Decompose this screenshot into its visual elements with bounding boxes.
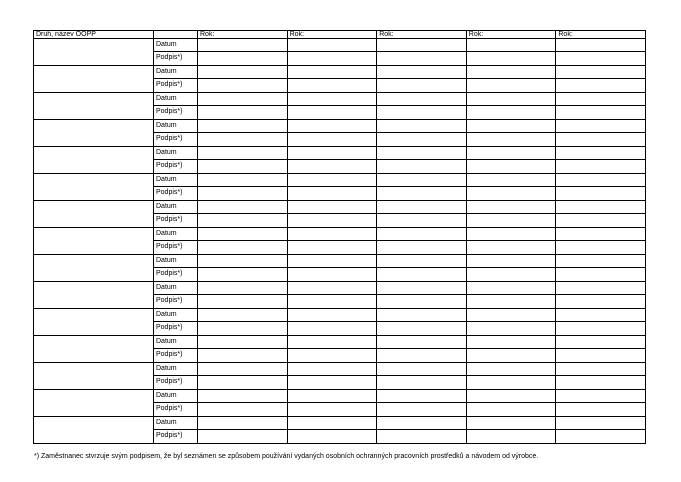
signature-cell-year-5[interactable] xyxy=(556,187,646,201)
oopp-table xyxy=(33,30,646,444)
signature-cell-year-4[interactable] xyxy=(466,268,556,282)
header-name: Druh, název OOPP xyxy=(34,31,154,39)
signature-cell-year-5[interactable] xyxy=(556,160,646,174)
signature-cell-year-4[interactable] xyxy=(466,322,556,336)
date-cell-year-2[interactable] xyxy=(287,255,377,268)
signature-cell-year-4[interactable] xyxy=(466,106,556,120)
date-cell-year-1[interactable] xyxy=(198,417,288,430)
date-cell-year-1[interactable] xyxy=(198,120,288,133)
date-cell-year-3[interactable] xyxy=(377,66,467,79)
header-row xyxy=(34,31,646,39)
date-cell-year-4[interactable] xyxy=(466,336,556,349)
table-row xyxy=(34,39,646,52)
date-cell-year-4[interactable] xyxy=(466,309,556,322)
table-row xyxy=(34,417,646,430)
signature-label: Podpis*) xyxy=(154,214,198,228)
signature-cell-year-3[interactable] xyxy=(377,52,467,66)
signature-label: Podpis*) xyxy=(154,241,198,255)
date-cell-year-1[interactable] xyxy=(198,201,288,214)
signature-cell-year-1[interactable] xyxy=(198,133,288,147)
date-cell-year-2[interactable] xyxy=(287,93,377,106)
date-cell-year-4[interactable] xyxy=(466,39,556,52)
table-row xyxy=(34,228,646,241)
signature-cell-year-5[interactable] xyxy=(556,403,646,417)
header-label-col xyxy=(154,31,198,39)
signature-cell-year-1[interactable] xyxy=(198,322,288,336)
date-cell-year-3[interactable] xyxy=(377,309,467,322)
date-cell-year-3[interactable] xyxy=(377,174,467,187)
signature-cell-year-2[interactable] xyxy=(287,403,377,417)
date-cell-year-2[interactable] xyxy=(287,174,377,187)
signature-cell-year-4[interactable] xyxy=(466,241,556,255)
table-row xyxy=(34,120,646,133)
signature-cell-year-1[interactable] xyxy=(198,106,288,120)
table-row xyxy=(34,147,646,160)
date-cell-year-2[interactable] xyxy=(287,66,377,79)
date-cell-year-5[interactable] xyxy=(556,147,646,160)
signature-cell-year-3[interactable] xyxy=(377,160,467,174)
signature-label: Podpis*) xyxy=(154,430,198,444)
signature-cell-year-5[interactable] xyxy=(556,430,646,444)
date-cell-year-1[interactable] xyxy=(198,309,288,322)
date-cell-year-3[interactable] xyxy=(377,255,467,268)
item-name-cell[interactable] xyxy=(34,336,154,363)
date-cell-year-3[interactable] xyxy=(377,363,467,376)
table-row xyxy=(34,363,646,376)
signature-cell-year-4[interactable] xyxy=(466,133,556,147)
date-cell-year-5[interactable] xyxy=(556,255,646,268)
item-name-cell[interactable] xyxy=(34,174,154,201)
date-cell-year-1[interactable] xyxy=(198,66,288,79)
signature-label: Podpis*) xyxy=(154,376,198,390)
table-row xyxy=(34,282,646,295)
date-label: Datum xyxy=(154,93,198,106)
oopp-record-sheet xyxy=(33,30,645,444)
table-row xyxy=(34,336,646,349)
signature-cell-year-2[interactable] xyxy=(287,106,377,120)
date-cell-year-5[interactable] xyxy=(556,390,646,403)
item-name-cell[interactable] xyxy=(34,363,154,390)
item-name-cell[interactable] xyxy=(34,39,154,66)
signature-cell-year-3[interactable] xyxy=(377,241,467,255)
date-label: Datum xyxy=(154,417,198,430)
signature-label: Podpis*) xyxy=(154,160,198,174)
signature-label: Podpis*) xyxy=(154,349,198,363)
signature-cell-year-3[interactable] xyxy=(377,106,467,120)
date-cell-year-2[interactable] xyxy=(287,390,377,403)
date-label: Datum xyxy=(154,174,198,187)
signature-cell-year-5[interactable] xyxy=(556,322,646,336)
signature-cell-year-3[interactable] xyxy=(377,268,467,282)
date-cell-year-3[interactable] xyxy=(377,282,467,295)
signature-cell-year-4[interactable] xyxy=(466,214,556,228)
date-cell-year-2[interactable] xyxy=(287,282,377,295)
item-name-cell[interactable] xyxy=(34,201,154,228)
date-cell-year-5[interactable] xyxy=(556,417,646,430)
table-row xyxy=(34,174,646,187)
signature-cell-year-2[interactable] xyxy=(287,133,377,147)
date-cell-year-4[interactable] xyxy=(466,282,556,295)
signature-label: Podpis*) xyxy=(154,268,198,282)
signature-cell-year-3[interactable] xyxy=(377,79,467,93)
date-cell-year-1[interactable] xyxy=(198,228,288,241)
date-cell-year-4[interactable] xyxy=(466,147,556,160)
signature-cell-year-2[interactable] xyxy=(287,376,377,390)
item-name-cell[interactable] xyxy=(34,282,154,309)
header-year-1: Rok: xyxy=(198,31,288,39)
date-label: Datum xyxy=(154,282,198,295)
date-cell-year-5[interactable] xyxy=(556,120,646,133)
signature-cell-year-3[interactable] xyxy=(377,349,467,363)
date-label: Datum xyxy=(154,147,198,160)
date-cell-year-2[interactable] xyxy=(287,201,377,214)
signature-cell-year-2[interactable] xyxy=(287,241,377,255)
signature-cell-year-2[interactable] xyxy=(287,187,377,201)
item-name-cell[interactable] xyxy=(34,93,154,120)
signature-cell-year-5[interactable] xyxy=(556,241,646,255)
item-name-cell[interactable] xyxy=(34,417,154,444)
date-label: Datum xyxy=(154,363,198,376)
date-cell-year-5[interactable] xyxy=(556,93,646,106)
date-cell-year-1[interactable] xyxy=(198,255,288,268)
table-row xyxy=(34,201,646,214)
date-cell-year-2[interactable] xyxy=(287,39,377,52)
signature-cell-year-5[interactable] xyxy=(556,349,646,363)
date-cell-year-5[interactable] xyxy=(556,363,646,376)
signature-cell-year-3[interactable] xyxy=(377,295,467,309)
signature-cell-year-3[interactable] xyxy=(377,430,467,444)
date-cell-year-3[interactable] xyxy=(377,417,467,430)
signature-cell-year-4[interactable] xyxy=(466,52,556,66)
signature-label: Podpis*) xyxy=(154,403,198,417)
date-label: Datum xyxy=(154,255,198,268)
date-cell-year-4[interactable] xyxy=(466,390,556,403)
date-cell-year-2[interactable] xyxy=(287,120,377,133)
signature-cell-year-1[interactable] xyxy=(198,349,288,363)
date-cell-year-1[interactable] xyxy=(198,363,288,376)
date-cell-year-2[interactable] xyxy=(287,228,377,241)
signature-cell-year-4[interactable] xyxy=(466,295,556,309)
date-cell-year-3[interactable] xyxy=(377,228,467,241)
date-cell-year-2[interactable] xyxy=(287,417,377,430)
table-row xyxy=(34,255,646,268)
signature-cell-year-4[interactable] xyxy=(466,403,556,417)
date-cell-year-4[interactable] xyxy=(466,228,556,241)
signature-cell-year-5[interactable] xyxy=(556,133,646,147)
date-cell-year-2[interactable] xyxy=(287,147,377,160)
signature-cell-year-2[interactable] xyxy=(287,160,377,174)
date-cell-year-3[interactable] xyxy=(377,336,467,349)
signature-cell-year-2[interactable] xyxy=(287,268,377,282)
date-cell-year-4[interactable] xyxy=(466,174,556,187)
signature-cell-year-3[interactable] xyxy=(377,322,467,336)
item-name-cell[interactable] xyxy=(34,390,154,417)
table-row xyxy=(34,390,646,403)
signature-cell-year-1[interactable] xyxy=(198,52,288,66)
signature-cell-year-4[interactable] xyxy=(466,160,556,174)
table-row xyxy=(34,309,646,322)
signature-cell-year-1[interactable] xyxy=(198,160,288,174)
signature-cell-year-2[interactable] xyxy=(287,79,377,93)
signature-cell-year-5[interactable] xyxy=(556,295,646,309)
signature-cell-year-2[interactable] xyxy=(287,322,377,336)
signature-cell-year-2[interactable] xyxy=(287,295,377,309)
date-cell-year-5[interactable] xyxy=(556,282,646,295)
date-cell-year-3[interactable] xyxy=(377,390,467,403)
signature-cell-year-3[interactable] xyxy=(377,133,467,147)
signature-label: Podpis*) xyxy=(154,187,198,201)
date-cell-year-1[interactable] xyxy=(198,174,288,187)
date-label: Datum xyxy=(154,201,198,214)
signature-cell-year-5[interactable] xyxy=(556,106,646,120)
signature-cell-year-4[interactable] xyxy=(466,376,556,390)
date-cell-year-5[interactable] xyxy=(556,201,646,214)
table-row xyxy=(34,93,646,106)
signature-cell-year-4[interactable] xyxy=(466,187,556,201)
date-cell-year-5[interactable] xyxy=(556,228,646,241)
date-cell-year-1[interactable] xyxy=(198,93,288,106)
signature-cell-year-1[interactable] xyxy=(198,214,288,228)
item-name-cell[interactable] xyxy=(34,120,154,147)
table-row xyxy=(34,66,646,79)
signature-cell-year-2[interactable] xyxy=(287,52,377,66)
date-label: Datum xyxy=(154,66,198,79)
date-cell-year-1[interactable] xyxy=(198,147,288,160)
header-year-2: Rok: xyxy=(287,31,377,39)
signature-cell-year-3[interactable] xyxy=(377,214,467,228)
header-year-3: Rok: xyxy=(377,31,467,39)
signature-cell-year-3[interactable] xyxy=(377,403,467,417)
signature-cell-year-3[interactable] xyxy=(377,187,467,201)
signature-cell-year-2[interactable] xyxy=(287,214,377,228)
date-cell-year-4[interactable] xyxy=(466,93,556,106)
signature-label: Podpis*) xyxy=(154,106,198,120)
date-label: Datum xyxy=(154,39,198,52)
signature-cell-year-1[interactable] xyxy=(198,241,288,255)
signature-label: Podpis*) xyxy=(154,322,198,336)
signature-cell-year-1[interactable] xyxy=(198,79,288,93)
item-name-cell[interactable] xyxy=(34,228,154,255)
date-cell-year-3[interactable] xyxy=(377,201,467,214)
footnote: *) Zaměstnanec stvrzuje svým podpisem, že byl seznámen se způsobem používání vydaných osobních ochranných pracovních prostředků a návodem od výrobce. xyxy=(34,453,539,460)
date-cell-year-4[interactable] xyxy=(466,417,556,430)
date-cell-year-4[interactable] xyxy=(466,66,556,79)
signature-cell-year-1[interactable] xyxy=(198,187,288,201)
signature-cell-year-1[interactable] xyxy=(198,268,288,282)
date-cell-year-1[interactable] xyxy=(198,39,288,52)
date-cell-year-4[interactable] xyxy=(466,120,556,133)
signature-label: Podpis*) xyxy=(154,133,198,147)
signature-cell-year-1[interactable] xyxy=(198,403,288,417)
date-cell-year-4[interactable] xyxy=(466,363,556,376)
date-label: Datum xyxy=(154,120,198,133)
date-cell-year-1[interactable] xyxy=(198,390,288,403)
item-name-cell[interactable] xyxy=(34,309,154,336)
header-year-5: Rok: xyxy=(556,31,646,39)
date-cell-year-2[interactable] xyxy=(287,336,377,349)
date-cell-year-5[interactable] xyxy=(556,66,646,79)
signature-cell-year-5[interactable] xyxy=(556,79,646,93)
date-cell-year-3[interactable] xyxy=(377,120,467,133)
date-label: Datum xyxy=(154,309,198,322)
signature-cell-year-4[interactable] xyxy=(466,349,556,363)
date-cell-year-3[interactable] xyxy=(377,93,467,106)
table-body xyxy=(34,39,646,444)
date-cell-year-1[interactable] xyxy=(198,282,288,295)
signature-cell-year-1[interactable] xyxy=(198,376,288,390)
header-year-4: Rok: xyxy=(466,31,556,39)
date-cell-year-3[interactable] xyxy=(377,147,467,160)
signature-cell-year-3[interactable] xyxy=(377,376,467,390)
date-cell-year-5[interactable] xyxy=(556,336,646,349)
signature-cell-year-2[interactable] xyxy=(287,430,377,444)
signature-cell-year-5[interactable] xyxy=(556,214,646,228)
date-cell-year-3[interactable] xyxy=(377,39,467,52)
signature-cell-year-5[interactable] xyxy=(556,268,646,282)
signature-label: Podpis*) xyxy=(154,295,198,309)
date-label: Datum xyxy=(154,336,198,349)
date-label: Datum xyxy=(154,228,198,241)
signature-cell-year-5[interactable] xyxy=(556,52,646,66)
signature-cell-year-5[interactable] xyxy=(556,376,646,390)
signature-label: Podpis*) xyxy=(154,52,198,66)
signature-cell-year-2[interactable] xyxy=(287,349,377,363)
date-cell-year-1[interactable] xyxy=(198,336,288,349)
date-cell-year-5[interactable] xyxy=(556,39,646,52)
signature-cell-year-1[interactable] xyxy=(198,430,288,444)
date-cell-year-4[interactable] xyxy=(466,201,556,214)
date-cell-year-5[interactable] xyxy=(556,174,646,187)
signature-label: Podpis*) xyxy=(154,79,198,93)
date-label: Datum xyxy=(154,390,198,403)
signature-cell-year-4[interactable] xyxy=(466,79,556,93)
date-cell-year-2[interactable] xyxy=(287,309,377,322)
item-name-cell[interactable] xyxy=(34,147,154,174)
signature-cell-year-4[interactable] xyxy=(466,430,556,444)
date-cell-year-2[interactable] xyxy=(287,363,377,376)
signature-cell-year-1[interactable] xyxy=(198,295,288,309)
date-cell-year-5[interactable] xyxy=(556,309,646,322)
item-name-cell[interactable] xyxy=(34,255,154,282)
date-cell-year-4[interactable] xyxy=(466,255,556,268)
item-name-cell[interactable] xyxy=(34,66,154,93)
